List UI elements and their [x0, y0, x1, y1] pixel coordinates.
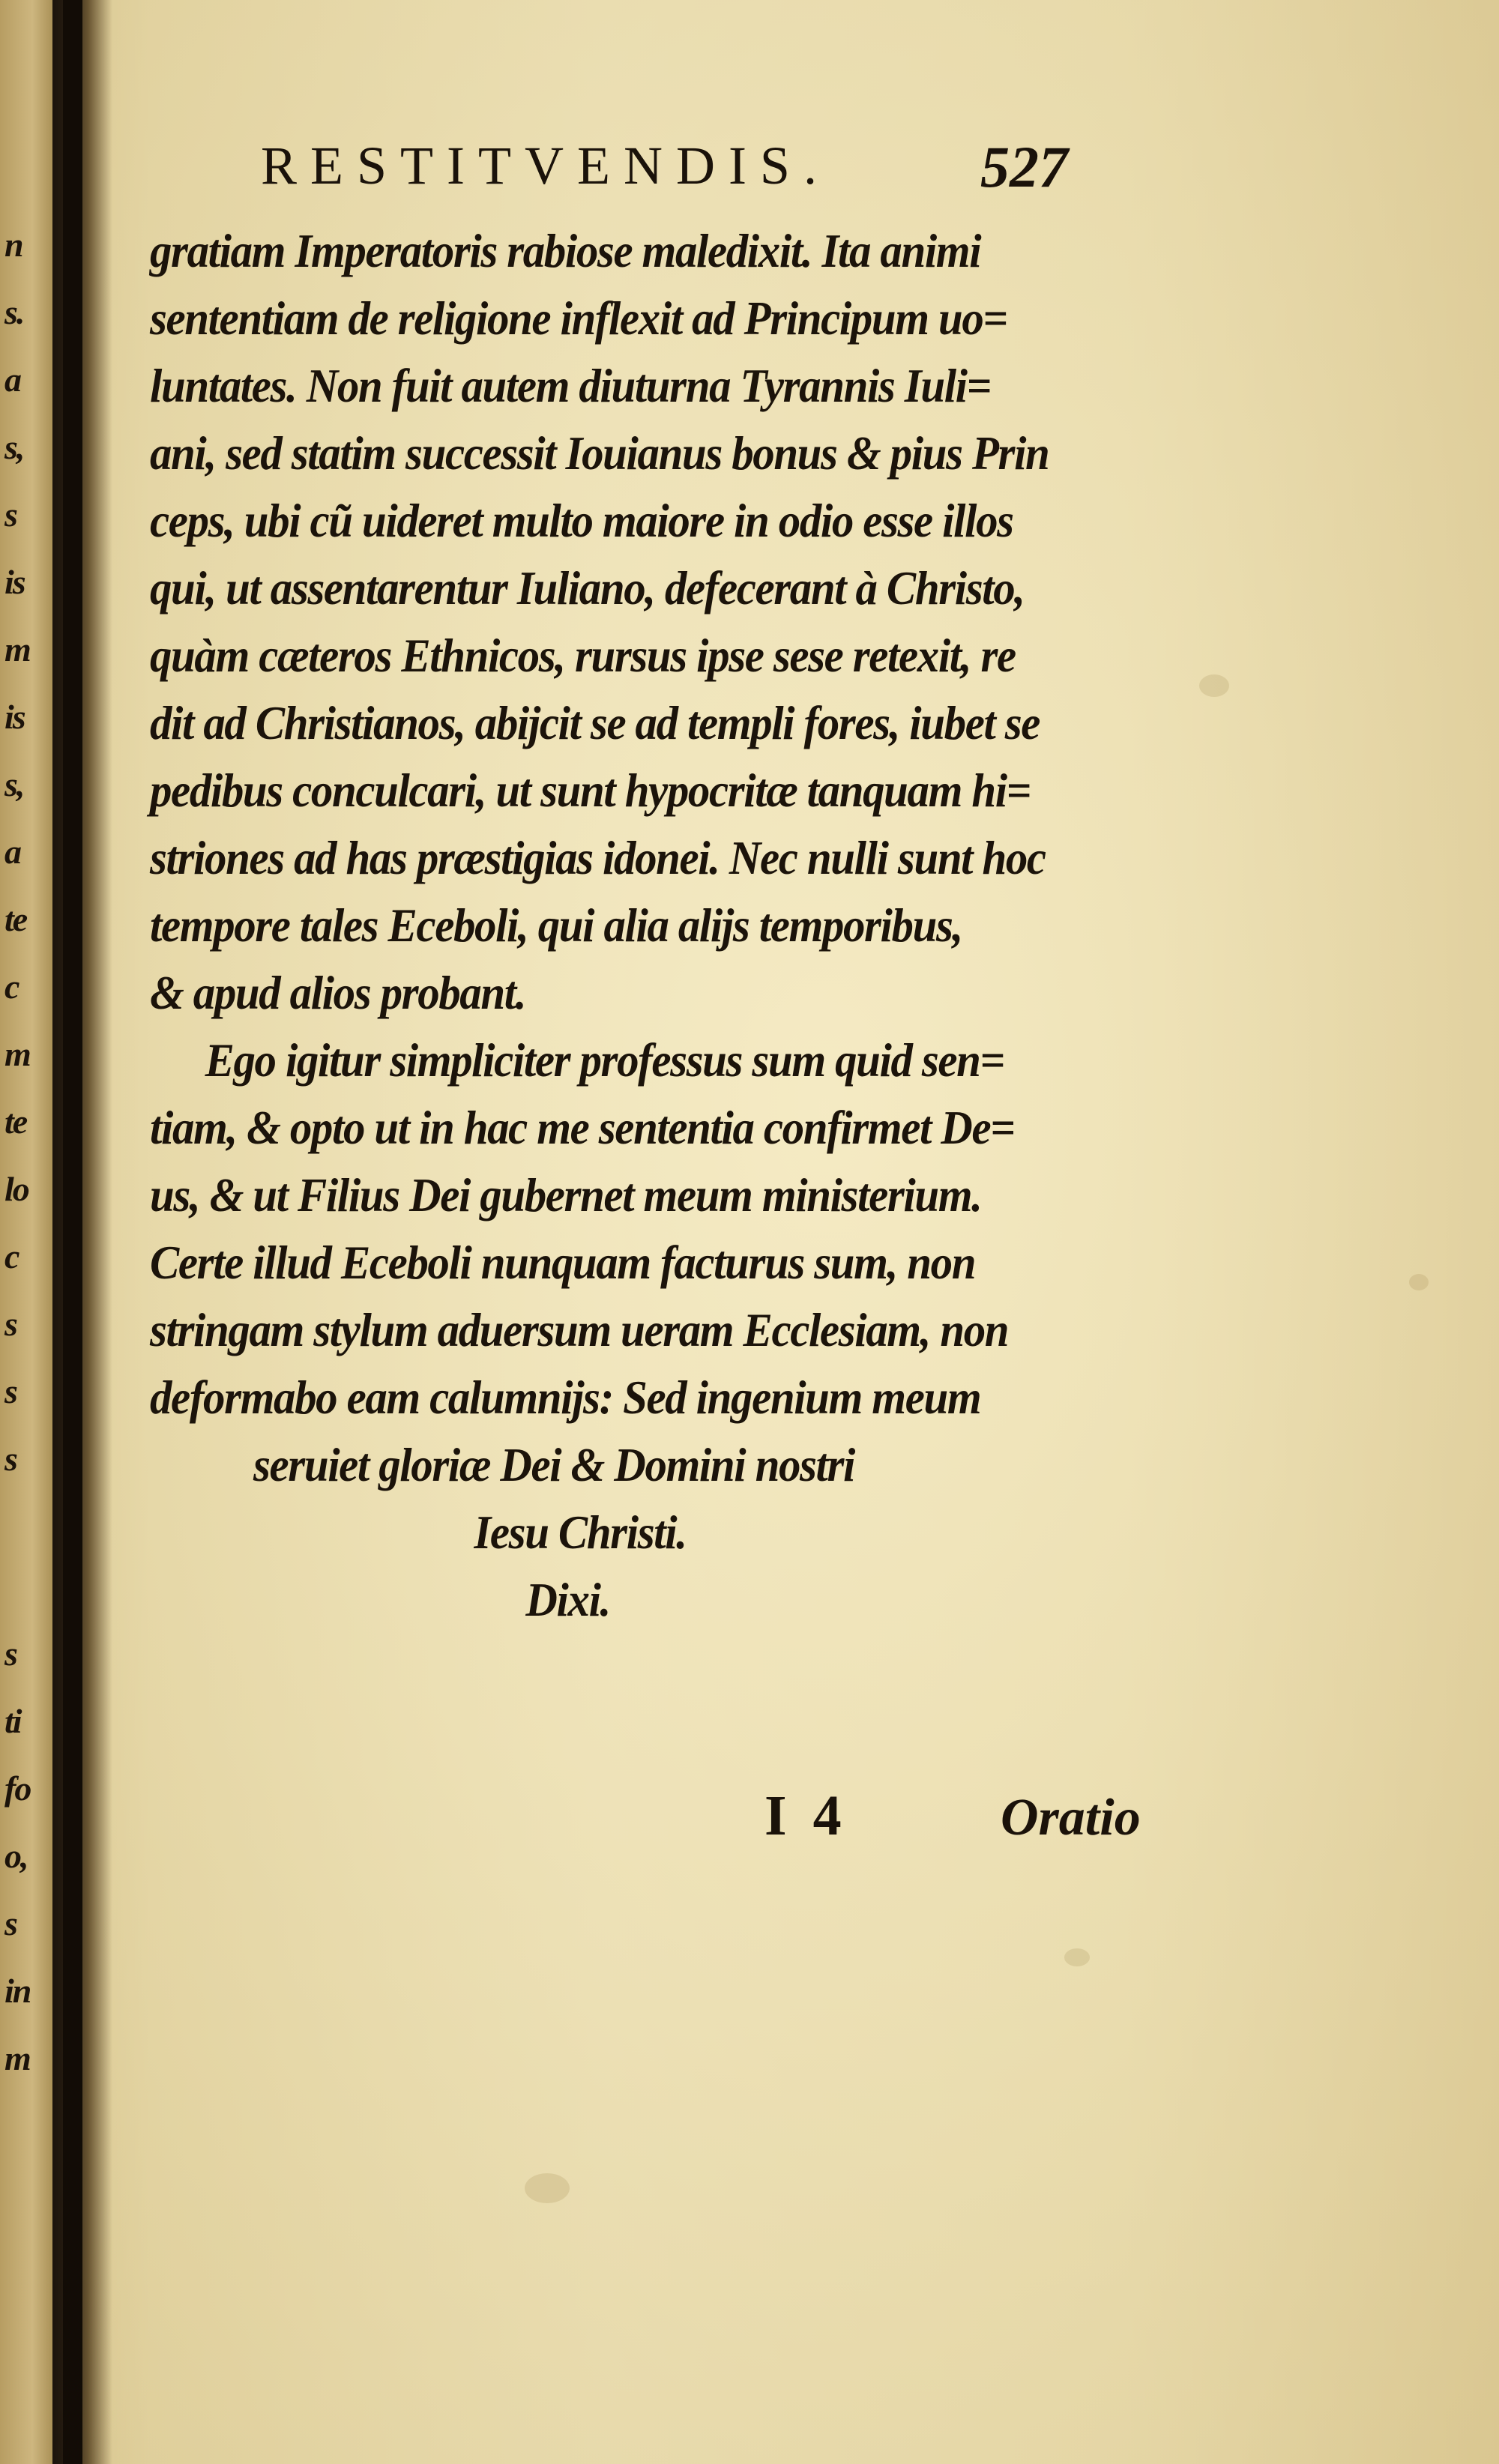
page-number: 527	[980, 134, 1068, 199]
facing-fragment: m	[4, 1035, 30, 1073]
facing-fragment: s	[4, 495, 16, 534]
signature-mark: I 4	[764, 1784, 848, 1847]
text-line: sententiam de religione inflexit ad Principum uo=	[150, 292, 1007, 345]
foxing-spot	[1064, 1948, 1090, 1966]
facing-fragment: n	[4, 226, 22, 264]
foxing-spot	[525, 2173, 570, 2203]
text-line: pedibus conculcari, ut sunt hypocritæ tanquam hi=	[150, 764, 1031, 817]
page-footer	[0, 1784, 1499, 1873]
facing-page-fragments	[4, 0, 49, 2464]
facing-fragment: s	[4, 1305, 16, 1343]
foxing-spot	[1199, 674, 1229, 697]
binding-gutter	[63, 0, 82, 2464]
text-line: Dixi.	[525, 1573, 610, 1626]
text-line: tiam, & opto ut in hac me sententia confirmet De=	[150, 1101, 1015, 1154]
facing-fragment: te	[4, 900, 27, 938]
facing-fragment: a	[4, 833, 20, 871]
facing-fragment: te	[4, 1102, 27, 1141]
facing-fragment: c	[4, 1237, 19, 1275]
text-line: deformabo eam calumnijs: Sed ingenium meum	[150, 1371, 981, 1424]
facing-fragment: s	[4, 1372, 16, 1410]
facing-fragment: in	[4, 1972, 31, 2010]
facing-fragment: s,	[4, 765, 24, 803]
facing-fragment: s	[4, 1634, 16, 1673]
facing-fragment: o,	[4, 1837, 28, 1875]
text-line: Certe illud Eceboli nunquam facturus sum, non	[150, 1236, 976, 1289]
text-line: & apud alios probant.	[150, 966, 526, 1019]
facing-fragment: c	[4, 967, 19, 1006]
facing-fragment: s	[4, 1904, 16, 1942]
text-line: Iesu Christi.	[474, 1506, 687, 1559]
text-line: quàm cæteros Ethnicos, rursus ipse sese retexit, re	[150, 629, 1016, 682]
text-line: gratiam Imperatoris rabiose maledixit. Ita animi	[150, 224, 981, 277]
running-head	[0, 0, 1499, 225]
facing-fragment: s,	[4, 428, 24, 466]
facing-fragment: lo	[4, 1170, 28, 1208]
text-line: dit ad Christianos, abijcit se ad templi fores, iubet se	[150, 696, 1040, 749]
facing-fragment: is	[4, 698, 25, 736]
text-line: seruiet gloriæ Dei & Domini nostri	[253, 1438, 855, 1491]
text-line: ani, sed statim successit Iouianus bonus & pius Prin	[150, 426, 1049, 480]
body-text	[150, 217, 1154, 1634]
facing-fragment: fo	[4, 1769, 31, 1808]
text-line: luntates. Non fuit autem diuturna Tyrannis Iuli=	[150, 359, 991, 412]
text-line: us, & ut Filius Dei gubernet meum ministerium.	[150, 1168, 982, 1222]
facing-fragment: ti	[4, 1702, 21, 1740]
facing-fragment: m	[4, 2039, 30, 2077]
catchword: Oratio	[1001, 1789, 1141, 1847]
text-line: ceps, ubi cũ uideret multo maiore in odio esse illos	[150, 494, 1013, 547]
running-head-title: RESTITVENDIS.	[261, 136, 830, 196]
facing-fragment: s	[4, 1440, 16, 1478]
foxing-spot	[1409, 1274, 1429, 1290]
text-line: stringam stylum aduersum ueram Ecclesiam, non	[150, 1303, 1009, 1356]
text-line: striones ad has præstigias idonei. Nec nulli sunt hoc	[150, 831, 1046, 884]
text-line: qui, ut assentarentur Iuliano, defecerant à Christo,	[150, 561, 1025, 615]
facing-fragment: is	[4, 563, 25, 601]
facing-fragment: a	[4, 360, 20, 399]
text-line: Ego igitur simpliciter professus sum quid sen=	[205, 1033, 1004, 1087]
text-line: tempore tales Eceboli, qui alia alijs temporibus,	[150, 899, 962, 952]
binding-gutter-shadow	[52, 0, 112, 2464]
facing-page-edge	[0, 0, 54, 2464]
facing-fragment: m	[4, 630, 30, 668]
facing-fragment: s.	[4, 293, 24, 331]
